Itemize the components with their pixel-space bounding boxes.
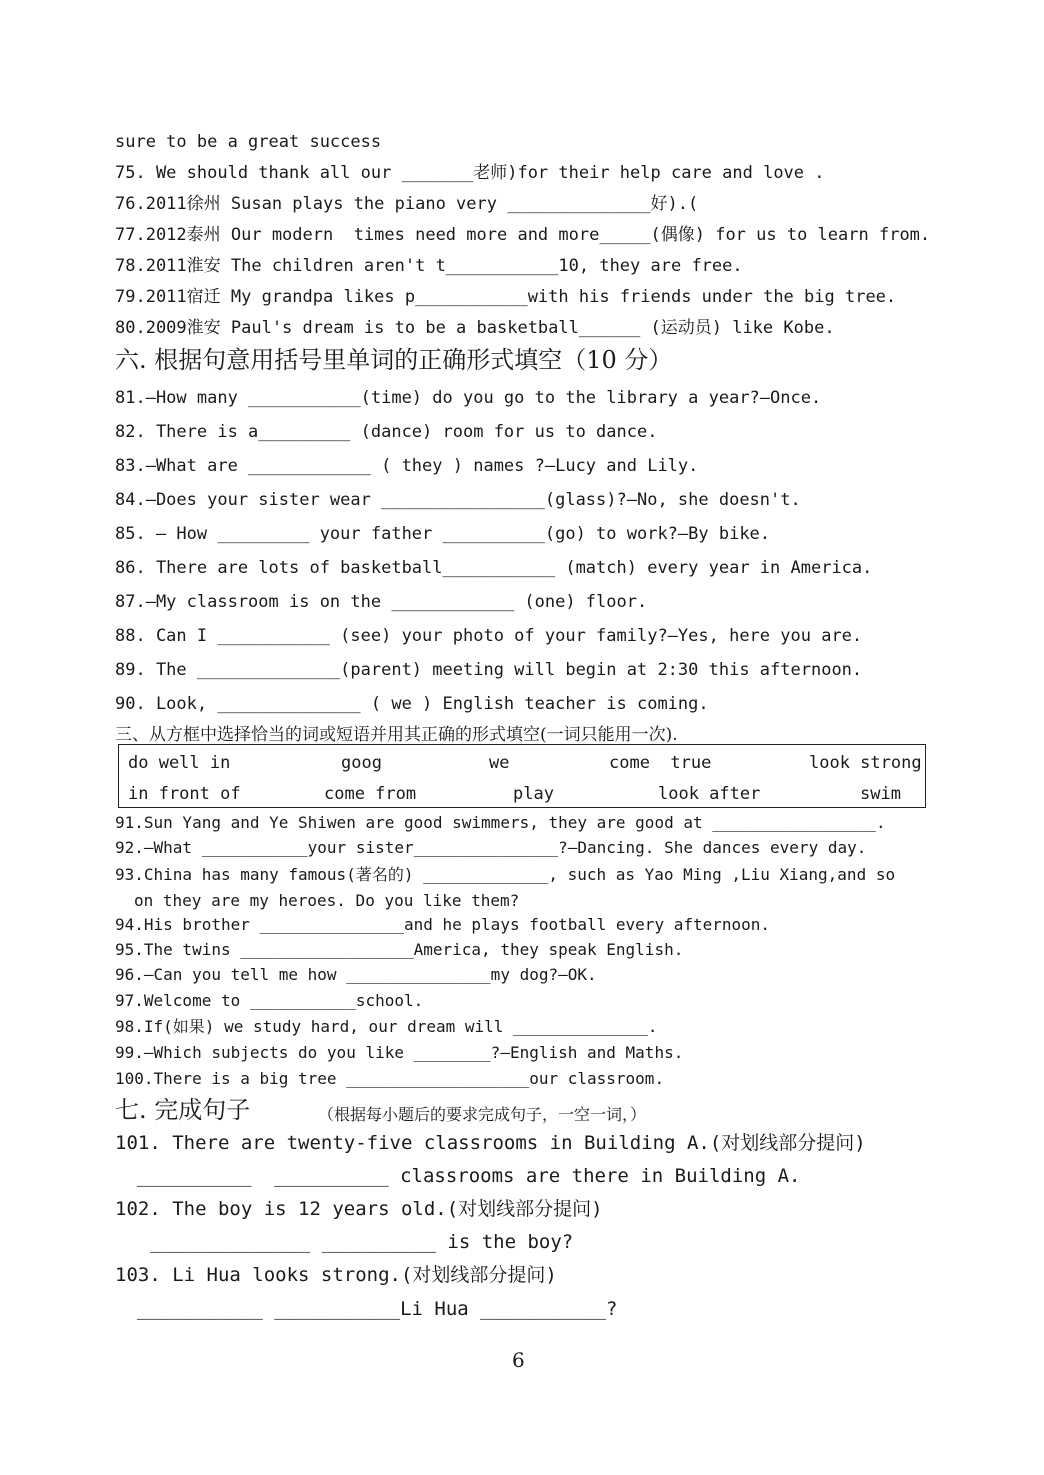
question-93-cont: on they are my heroes. Do you like them?: [134, 891, 520, 910]
question-75: 75. We should thank all our _______老师)for their help care and love .: [115, 163, 825, 183]
question-95: 95.The twins __________________America, they speak English.: [115, 940, 684, 959]
section-7-heading: 七. 完成句子: [115, 1096, 251, 1124]
word-box-item: we: [489, 753, 510, 773]
question-87: 87.—My classroom is on the ____________ (one) floor.: [115, 592, 648, 612]
section-7-note: （根据每小题后的要求完成句子，一空一词，）: [318, 1105, 647, 1124]
section-6-heading: 六. 根据句意用括号里单词的正确形式填空（10 分）: [115, 346, 673, 374]
question-76: 76.2011徐州 Susan plays the piano very ______________好).(: [115, 194, 699, 214]
question-79: 79.2011宿迁 My grandpa likes p___________with his friends under the big tree.: [115, 287, 897, 307]
question-91: 91.Sun Yang and Ye Shiwen are good swimmers, they are good at _________________.: [115, 813, 886, 832]
word-box-item: swim: [860, 784, 901, 804]
question-103: 103. Li Hua looks strong.(对划线部分提问): [115, 1264, 557, 1286]
question-97: 97.Welcome to ___________school.: [115, 991, 424, 1010]
question-77: 77.2012泰州 Our modern times need more and more_____(偶像) for us to learn from.: [115, 225, 931, 245]
answer-line-101: __________ __________ classrooms are there in Building A.: [137, 1165, 801, 1187]
question-98: 98.If(如果) we study hard, our dream will ______________.: [115, 1017, 658, 1036]
word-box-item: look after: [658, 784, 761, 804]
question-90: 90. Look, ______________ ( we ) English teacher is coming.: [115, 694, 709, 714]
word-box-item: look strong: [809, 753, 922, 773]
word-box-item: goog: [341, 753, 382, 773]
question-89: 89. The ______________(parent) meeting will begin at 2:30 this afternoon.: [115, 660, 863, 680]
question-81: 81.—How many ___________(time) do you go to the library a year?—Once.: [115, 388, 822, 408]
question-86: 86. There are lots of basketball___________ (match) every year in America.: [115, 558, 873, 578]
page-number: 6: [512, 1348, 525, 1372]
question-84: 84.—Does your sister wear ________________(glass)?—No, she doesn't.: [115, 490, 801, 510]
question-82: 82. There is a_________ (dance) room for us to dance.: [115, 422, 658, 442]
question-94: 94.His brother _______________and he plays football every afternoon.: [115, 915, 771, 934]
word-box-item: do well in: [128, 753, 231, 773]
word-box-item: in front of: [128, 784, 241, 804]
question-88: 88. Can I ___________ (see) your photo of your family?—Yes, here you are.: [115, 626, 863, 646]
section-3-heading: 三、从方框中选择恰当的词或短语并用其正确的形式填空(一词只能用一次).: [115, 725, 678, 745]
question-83: 83.—What are ____________ ( they ) names ?—Lucy and Lily.: [115, 456, 699, 476]
question-96: 96.—Can you tell me how _______________my dog?—OK.: [115, 965, 597, 984]
answer-line-102: ______________ __________ is the boy?: [150, 1231, 574, 1253]
word-box-item: play: [513, 784, 554, 804]
question-80: 80.2009淮安 Paul's dream is to be a basketball______ (运动员) like Kobe.: [115, 318, 835, 338]
question-92: 92.—What ___________your sister_______________?—Dancing. She dances every day.: [115, 838, 867, 857]
word-box-item: come from: [324, 784, 417, 804]
question-101: 101. There are twenty-five classrooms in Building A.(对划线部分提问): [115, 1132, 866, 1154]
question-100: 100.There is a big tree ___________________our classroom.: [115, 1069, 665, 1088]
answer-line-103: ___________ ___________Li Hua ___________?: [137, 1298, 618, 1320]
question-93: 93.China has many famous(著名的) _____________, such as Yao Ming ,Liu Xiang,and so: [115, 865, 896, 884]
question-85: 85. — How _________ your father __________(go) to work?—By bike.: [115, 524, 771, 544]
question-99: 99.—Which subjects do you like ________?—English and Maths.: [115, 1043, 684, 1062]
word-box-item: come true: [609, 753, 712, 773]
question-78: 78.2011淮安 The children aren't t___________10, they are free.: [115, 256, 743, 276]
question-102: 102. The boy is 12 years old.(对划线部分提问): [115, 1198, 603, 1220]
text-line: sure to be a great success: [115, 132, 382, 152]
word-box: [118, 744, 926, 808]
